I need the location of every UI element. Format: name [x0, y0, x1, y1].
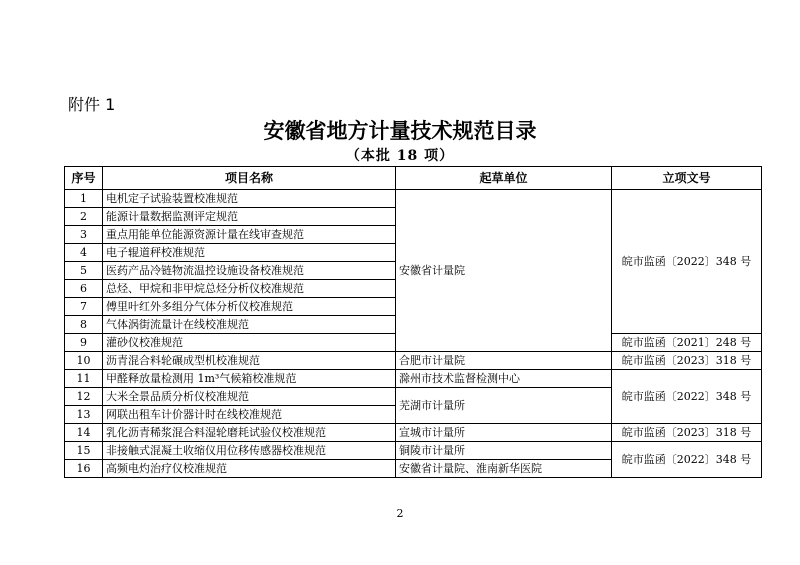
table-row: [65, 442, 762, 460]
row-name: 大米全景品质分析仪校准规范: [103, 388, 396, 406]
table-row: [65, 352, 762, 370]
row-number: 7: [65, 298, 103, 316]
row-doc: 皖市监函〔2023〕318 号: [612, 352, 762, 370]
row-unit: 合肥市计量院: [396, 352, 612, 370]
row-number: 3: [65, 226, 103, 244]
row-unit: 铜陵市计量所: [396, 442, 612, 460]
row-unit: 宣城市计量所: [396, 424, 612, 442]
row-unit: 安徽省计量院、淮南新华医院: [396, 460, 612, 478]
document-title: 安徽省地方计量技术规范目录: [263, 119, 537, 143]
row-name: 重点用能单位能源资源计量在线审查规范: [103, 226, 396, 244]
table-row: [65, 424, 762, 442]
row-unit: 芜湖市计量所: [396, 388, 612, 424]
row-number: 9: [65, 334, 103, 352]
catalog-table: [64, 166, 762, 478]
table-header-row: [65, 167, 762, 190]
table-row: [65, 370, 762, 388]
row-number: 5: [65, 262, 103, 280]
row-unit: 滁州市技术监督检测中心: [396, 370, 612, 388]
header-project-name: 项目名称: [103, 167, 396, 190]
row-name: 沥青混合料轮碾成型机校准规范: [103, 352, 396, 370]
row-number: 6: [65, 280, 103, 298]
row-name: 电机定子试验装置校准规范: [103, 190, 396, 208]
row-name: 非接触式混凝土收缩仪用位移传感器校准规范: [103, 442, 396, 460]
row-number: 11: [65, 370, 103, 388]
header-approval-doc: 立项文号: [612, 167, 762, 190]
row-name: 甲醛释放量检测用 1m³气候箱校准规范: [103, 370, 396, 388]
row-name: 灌砂仪校准规范: [103, 334, 396, 352]
row-name: 气体涡街流量计在线校准规范: [103, 316, 396, 334]
row-doc: 皖市监函〔2023〕318 号: [612, 424, 762, 442]
row-number: 16: [65, 460, 103, 478]
attachment-label: 附件 1: [68, 95, 116, 114]
row-doc: 皖市监函〔2022〕348 号: [612, 190, 762, 334]
row-name: 傅里叶红外多组分气体分析仪校准规范: [103, 298, 396, 316]
row-unit: 安徽省计量院: [396, 190, 612, 352]
row-number: 1: [65, 190, 103, 208]
row-doc: 皖市监函〔2021〕248 号: [612, 334, 762, 352]
row-doc: 皖市监函〔2022〕348 号: [612, 370, 762, 424]
row-name: 高频电灼治疗仪校准规范: [103, 460, 396, 478]
row-name: 医药产品冷链物流温控设施设备校准规范: [103, 262, 396, 280]
row-name: 总烃、甲烷和非甲烷总烃分析仪校准规范: [103, 280, 396, 298]
row-number: 12: [65, 388, 103, 406]
row-name: 网联出租车计价器计时在线校准规范: [103, 406, 396, 424]
table-row: [65, 190, 762, 208]
header-drafting-unit: 起草单位: [396, 167, 612, 190]
page-number: 2: [396, 507, 404, 520]
row-number: 2: [65, 208, 103, 226]
row-number: 10: [65, 352, 103, 370]
row-number: 14: [65, 424, 103, 442]
row-number: 15: [65, 442, 103, 460]
document-subtitle: （本批 18 项）: [345, 148, 455, 164]
row-name: 电子辊道秤校准规范: [103, 244, 396, 262]
header-number: 序号: [65, 167, 103, 190]
row-number: 13: [65, 406, 103, 424]
row-number: 4: [65, 244, 103, 262]
row-number: 8: [65, 316, 103, 334]
row-name: 乳化沥青稀浆混合料湿轮磨耗试验仪校准规范: [103, 424, 396, 442]
row-name: 能源计量数据监测评定规范: [103, 208, 396, 226]
row-doc: 皖市监函〔2022〕348 号: [612, 442, 762, 478]
